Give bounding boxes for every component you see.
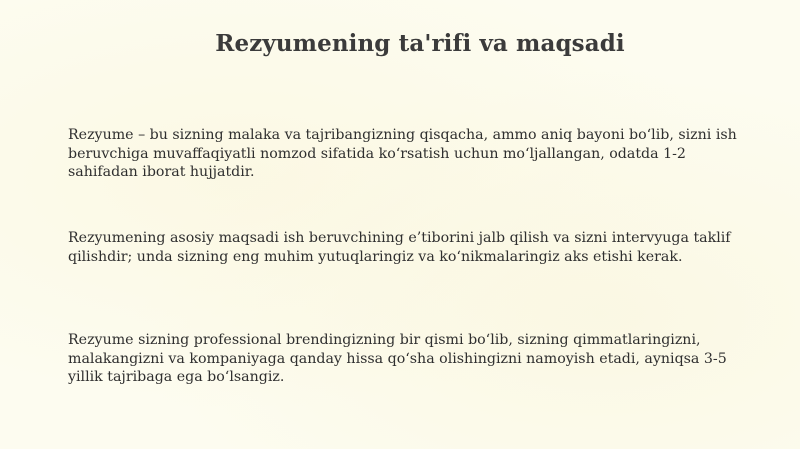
paragraph-definition: Rezyume – bu sizning malaka va tajribangizning qisqacha, ammo aniq bayoni bo‘lib, sizni ish beruvchiga muvaffaqiyatli nomzod sifatida ko‘rsatish uchun mo‘ljallangan, odatda 1-2 sahifadan iborat hujjatdir. (68, 127, 737, 180)
paragraph-purpose: Rezyumening asosiy maqsadi ish beruvchining e’tiborini jalb qilish va sizni intervyuga taklif qilishdir; unda sizning eng muhim yutuqlaringiz va ko‘nikmalaringiz aks etishi kerak. (68, 230, 731, 265)
paragraph-branding: Rezyume sizning professional brendingizning bir qismi bo‘lib, sizning qimmatlaringizni, malakangizni va kompaniyaga qanday hissa qo‘sha olishingizni namoyish etadi, ayniqsa 3-5 yillik tajribaga ega bo‘lsangiz. (68, 332, 727, 385)
slide-title: Rezyumening ta'rifi va maqsadi (215, 30, 625, 57)
